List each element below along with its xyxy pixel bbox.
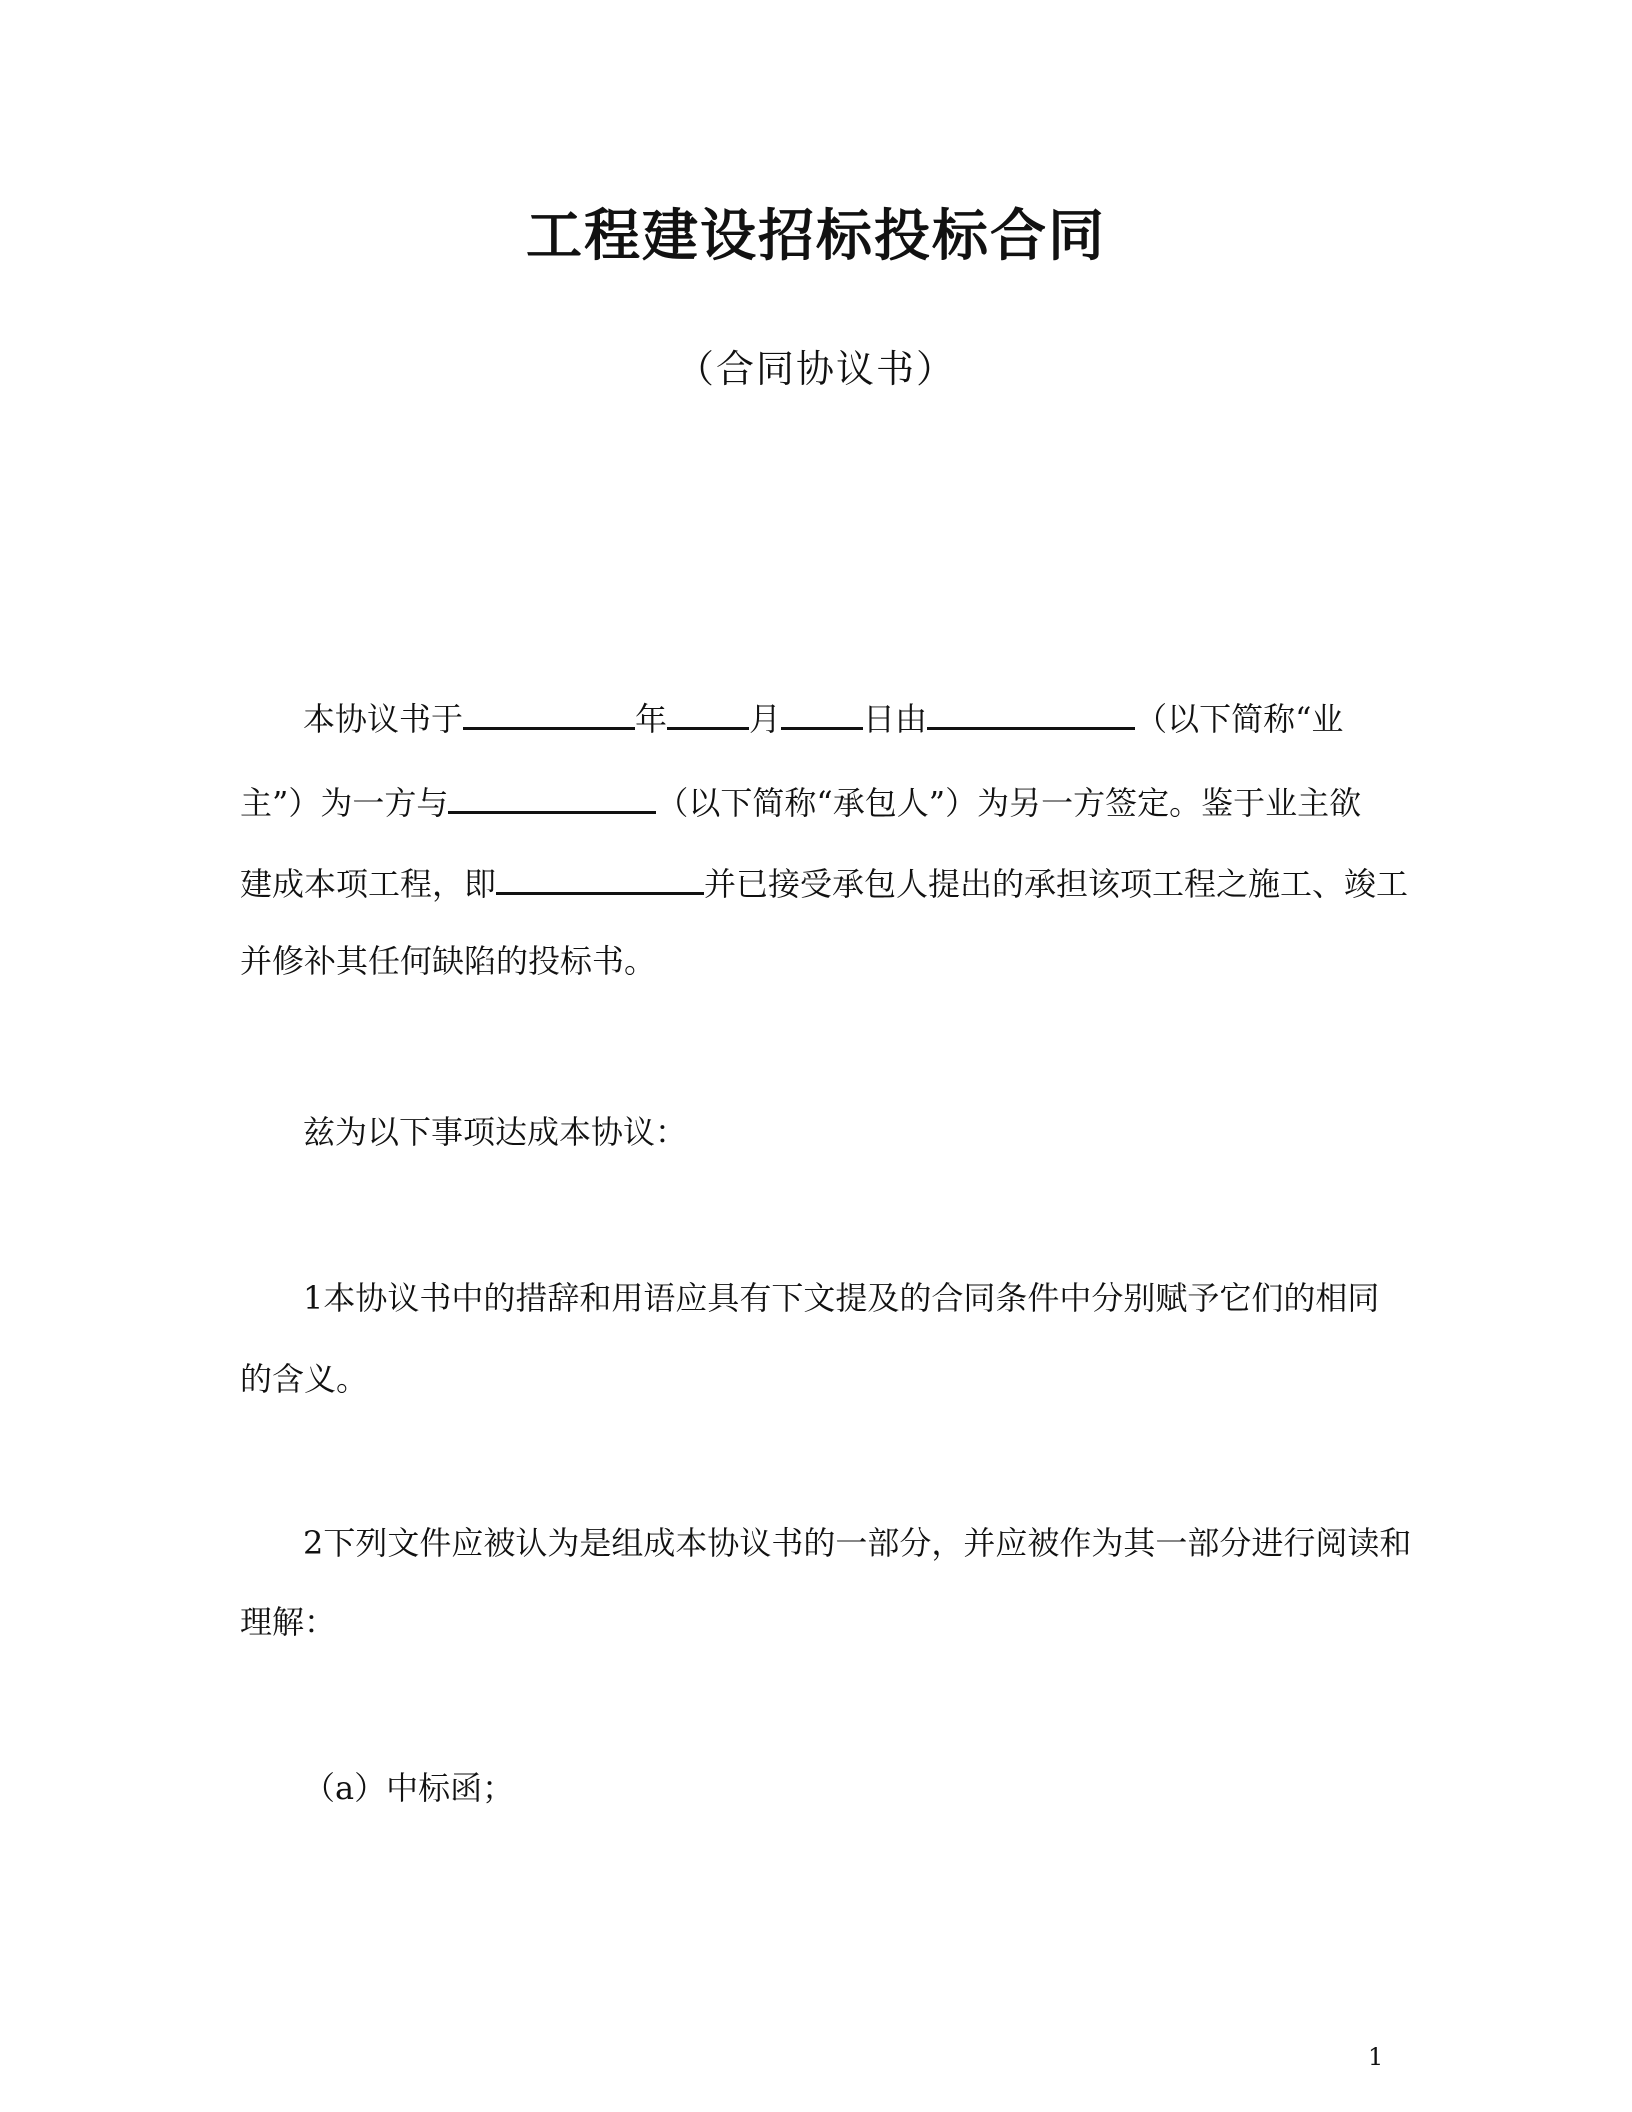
blank-month <box>667 697 749 730</box>
text-segment: 日由 <box>863 700 928 738</box>
text-segment: 月 <box>749 700 782 738</box>
blank-contractor <box>448 781 656 814</box>
paragraph-1-line-3 <box>240 862 1408 904</box>
blank-project <box>496 862 704 895</box>
item-1-line-1: 1本协议书中的措辞和用语应具有下文提及的合同条件中分别赋予它们的相同 <box>303 1279 1380 1317</box>
text-segment: 主”）为一方与 <box>240 784 449 822</box>
item-a: （a）中标函； <box>303 1769 515 1807</box>
page-number: 1 <box>1368 2043 1384 2071</box>
paragraph-1-line-1 <box>303 697 1343 739</box>
paragraph-2: 兹为以下事项达成本协议： <box>303 1113 688 1151</box>
blank-year <box>463 697 635 730</box>
text-segment: 并已接受承包人提出的承担该项工程之施工、竣工 <box>704 865 1409 903</box>
text-segment: 年 <box>635 700 668 738</box>
blank-owner <box>927 697 1135 730</box>
text-segment: 本协议书于 <box>303 700 464 738</box>
item-2-line-2: 理解： <box>240 1603 337 1641</box>
document-title: 工程建设招标投标合同 <box>526 204 1106 269</box>
document-subtitle: （合同协议书） <box>675 347 956 391</box>
text-segment: （以下简称“业 <box>1135 700 1344 738</box>
item-2-line-1: 2下列文件应被认为是组成本协议书的一部分，并应被作为其一部分进行阅读和 <box>303 1524 1412 1562</box>
paragraph-1-line-2 <box>240 781 1361 823</box>
item-1-line-2: 的含义。 <box>240 1360 369 1398</box>
blank-day <box>781 697 863 730</box>
paragraph-1-line-4: 并修补其任何缺陷的投标书。 <box>240 942 657 980</box>
text-segment: 建成本项工程，即 <box>240 865 497 903</box>
text-segment: （以下简称“承包人”）为另一方签定。鉴于业主欲 <box>656 784 1362 822</box>
